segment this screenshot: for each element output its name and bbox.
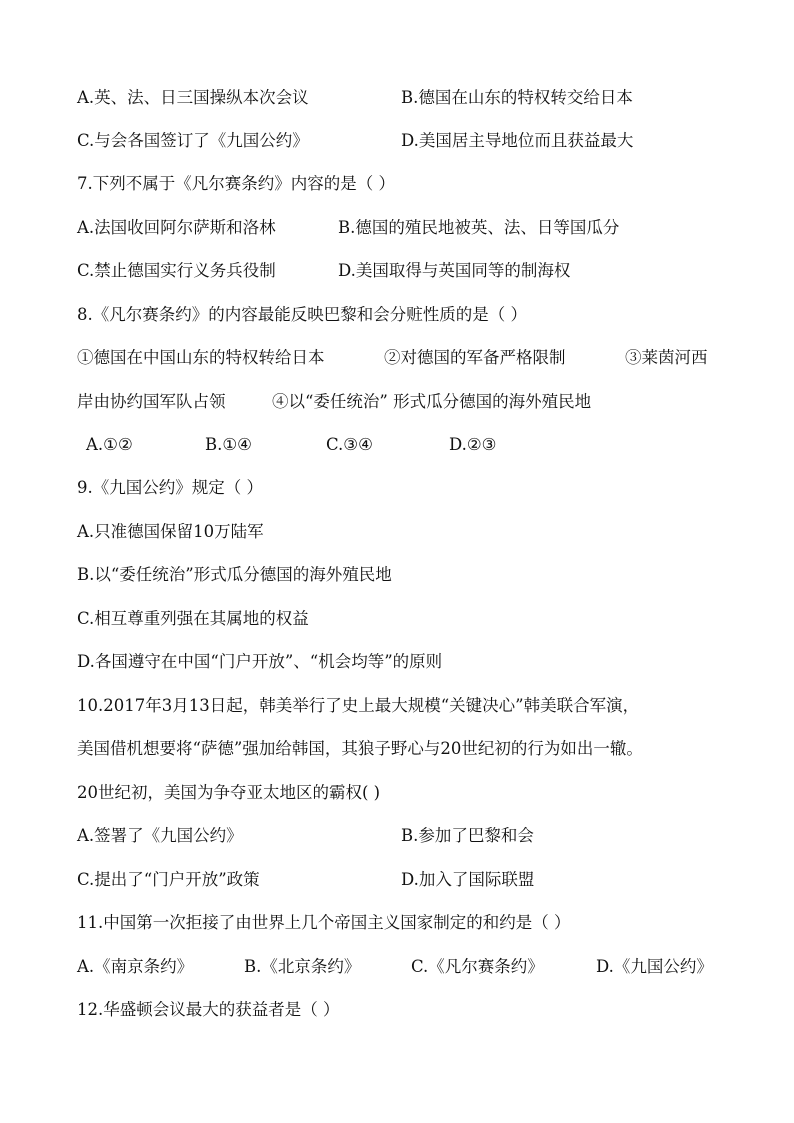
q10-option-d: D.加入了国际联盟: [401, 870, 535, 889]
q9-option-d: D.各国遵守在中国“门户开放”、“机会均等”的原则: [77, 652, 443, 671]
q7-option-a: A.法国收回阿尔萨斯和洛林: [77, 218, 276, 237]
q6-option-b: B.德国在山东的特权转交给日本: [401, 88, 633, 107]
q9-option-a: A.只准德国保留10万陆军: [77, 522, 264, 541]
q8-item-3: ③莱茵河西: [625, 348, 708, 367]
q11-stem: 11.中国第一次拒接了由世界上几个帝国主义国家制定的和约是（ ）: [77, 913, 571, 932]
q11-option-c: C.《凡尔赛条约》: [411, 957, 544, 976]
q8-item-1: ①德国在中国山东的特权转给日本: [77, 348, 325, 367]
q10-option-b: B.参加了巴黎和会: [401, 826, 534, 845]
q11-option-b: B.《北京条约》: [244, 957, 361, 976]
q12-stem: 12.华盛顿会议最大的获益者是（ ）: [77, 1000, 340, 1019]
q11-option-a: A.《南京条约》: [77, 957, 194, 976]
q10-option-a: A.签署了《九国公约》: [77, 826, 243, 845]
q10-option-c: C.提出了“门户开放”政策: [77, 870, 260, 889]
q9-stem: 9.《九国公约》规定（ ）: [77, 478, 263, 497]
q11-option-d: D.《九国公约》: [596, 957, 713, 976]
q6-option-c: C.与会各国签订了《九国公约》: [77, 131, 309, 150]
q8-item-2: ②对德国的军备严格限制: [384, 348, 566, 367]
q8-option-b: B.①④: [205, 435, 252, 454]
q7-stem: 7.下列不属于《凡尔赛条约》内容的是（ ）: [77, 174, 395, 193]
q8-option-a: A.①②: [86, 435, 133, 454]
q6-option-d: D.美国居主导地位而且获益最大: [401, 131, 634, 150]
q9-option-c: C.相互尊重列强在其属地的权益: [77, 609, 309, 628]
q9-option-b: B.以“委任统治”形式瓜分德国的海外殖民地: [77, 565, 392, 584]
q8-option-d: D.②③: [449, 435, 497, 454]
q8-item-3-cont: 岸由协约国军队占领: [77, 392, 226, 411]
q8-option-c: C.③④: [326, 435, 373, 454]
q8-item-4: ④以“委任统治” 形式瓜分德国的海外殖民地: [272, 392, 592, 411]
q6-option-a: A.英、法、日三国操纵本次会议: [77, 88, 309, 107]
q10-stem-line-2: 美国借机想要将“萨德”强加给韩国，其狼子野心与20世纪初的行为如出一辙。: [77, 739, 643, 758]
q10-stem-line-3: 20世纪初，美国为争夺亚太地区的霸权( ): [77, 783, 381, 802]
q7-option-b: B.德国的殖民地被英、法、日等国瓜分: [338, 218, 620, 237]
q7-option-c: C.禁止德国实行义务兵役制: [77, 261, 276, 280]
q10-stem-line-1: 10.2017年3月13日起，韩美举行了史上最大规模“关键决心”韩美联合军演，: [77, 696, 640, 715]
q7-option-d: D.美国取得与英国同等的制海权: [338, 261, 571, 280]
q8-stem: 8.《凡尔赛条约》的内容最能反映巴黎和会分赃性质的是（ ）: [77, 305, 527, 324]
